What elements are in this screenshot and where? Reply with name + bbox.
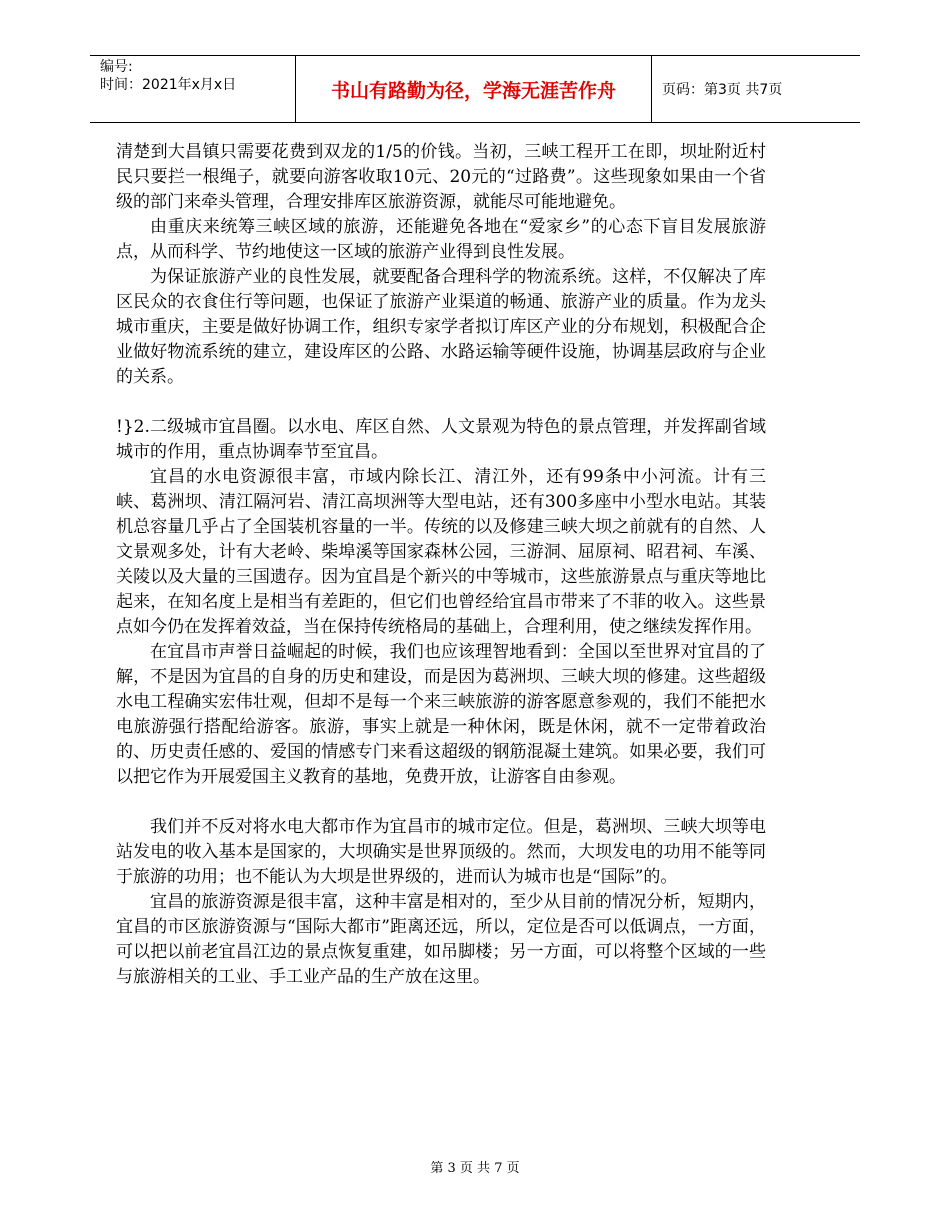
document-body [116,140,766,990]
time-label: 时间：2021年x月x日 [100,77,237,93]
paragraph: 宜昌的旅游资源是很丰富，这种丰富是相对的，至少从目前的情况分析，短期内，宜昌的市区旅游资源与“国际大都市”距离还远，所以，定位是否可以低调点，一方面，可以把以前老宜昌江边的景点恢复重建，如吊脚楼；另一方面，可以将整个区域的一些与旅游相关的工业、手工业产品的生产放在这里。 [116,892,766,987]
page-header [90,55,860,123]
page-footer: 第 3 页 共 7 页 [430,1161,520,1176]
header-page-info: 页码：第3页 共7页 [662,82,783,98]
paragraph-gap [116,390,766,415]
paragraph-gap [116,790,766,815]
paragraph: 在宜昌市声誉日益崛起的时候，我们也应该理智地看到：全国以至世界对宜昌的了解，不是因为宜昌的自身的历史和建设，而是因为葛洲坝、三峡大坝的修建。这些超级水电工程确实宏伟壮观，但却不是每一个来三峡旅游的游客愿意参观的，我们不能把水电旅游强行搭配给游客。旅游，事实上就是一种休闲，既是休闲，就不一定带着政治的、历史责任感的、爱国的情感专门来看这超级的钢筋混凝土建筑。如果必要，我们可以把它作为开展爱国主义教育的基地，免费开放，让游客自由参观。 [116,642,766,787]
section-heading-paragraph: !}2.二级城市宜昌圈。以水电、库区自然、人文景观为特色的景点管理，并发挥副省域城市的作用，重点协调奉节至宜昌。 [116,417,766,462]
paragraph: 宜昌的水电资源很丰富，市域内除长江、清江外，还有99条中小河流。计有三峡、葛洲坝、清江隔河岩、清江高坝洲等大型电站，还有300多座中小型水电站。其装机总容量几乎占了全国装机容量的一半。传统的以及修建三峡大坝之前就有的自然、人文景观多处，计有大老岭、柴埠溪等国家森林公园，三游洞、屈原祠、昭君祠、车溪、关陵以及大量的三国遗存。因为宜昌是个新兴的中等城市，这些旅游景点与重庆等地比起来，在知名度上是相当有差距的，但它们也曾经给宜昌市带来了不菲的收入。这些景点如今仍在发挥着效益，当在保持传统格局的基础上，合理利用，使之继续发挥作用。 [116,467,766,637]
paragraph: 我们并不反对将水电大都市作为宜昌市的城市定位。但是，葛洲坝、三峡大坝等电站发电的收入基本是国家的，大坝确实是世界顶级的。然而，大坝发电的功用不能等同于旅游的功用；也不能认为大坝是世界级的，进而认为城市也是“国际”的。 [116,817,766,887]
paragraph: 为保证旅游产业的良性发展，就要配备合理科学的物流系统。这样，不仅解决了库区民众的衣食住行等问题，也保证了旅游产业渠道的畅通、旅游产业的质量。作为龙头城市重庆，主要是做好协调工作，组织专家学者拟订库区产业的分布规划，积极配合企业做好物流系统的建立，建设库区的公路、水路运输等硬件设施，协调基层政府与企业的关系。 [116,267,766,387]
paragraph: 由重庆来统筹三峡区域的旅游，还能避免各地在“爱家乡”的心态下盲目发展旅游点，从而科学、节约地使这一区域的旅游产业得到良性发展。 [116,217,766,262]
header-meta [90,56,295,122]
paragraph: 清楚到大昌镇只需要花费到双龙的1/5的价钱。当初，三峡工程开工在即，坝址附近村民只要拦一根绳子，就要向游客收取10元、20元的“过路费”。这些现象如果由一个省级的部门来牵头管理，合理安排库区旅游资源，就能尽可能地避免。 [116,142,766,212]
number-label: 编号: [100,59,133,75]
header-motto: 书山有路勤为径，学海无涯苦作舟 [295,56,652,122]
